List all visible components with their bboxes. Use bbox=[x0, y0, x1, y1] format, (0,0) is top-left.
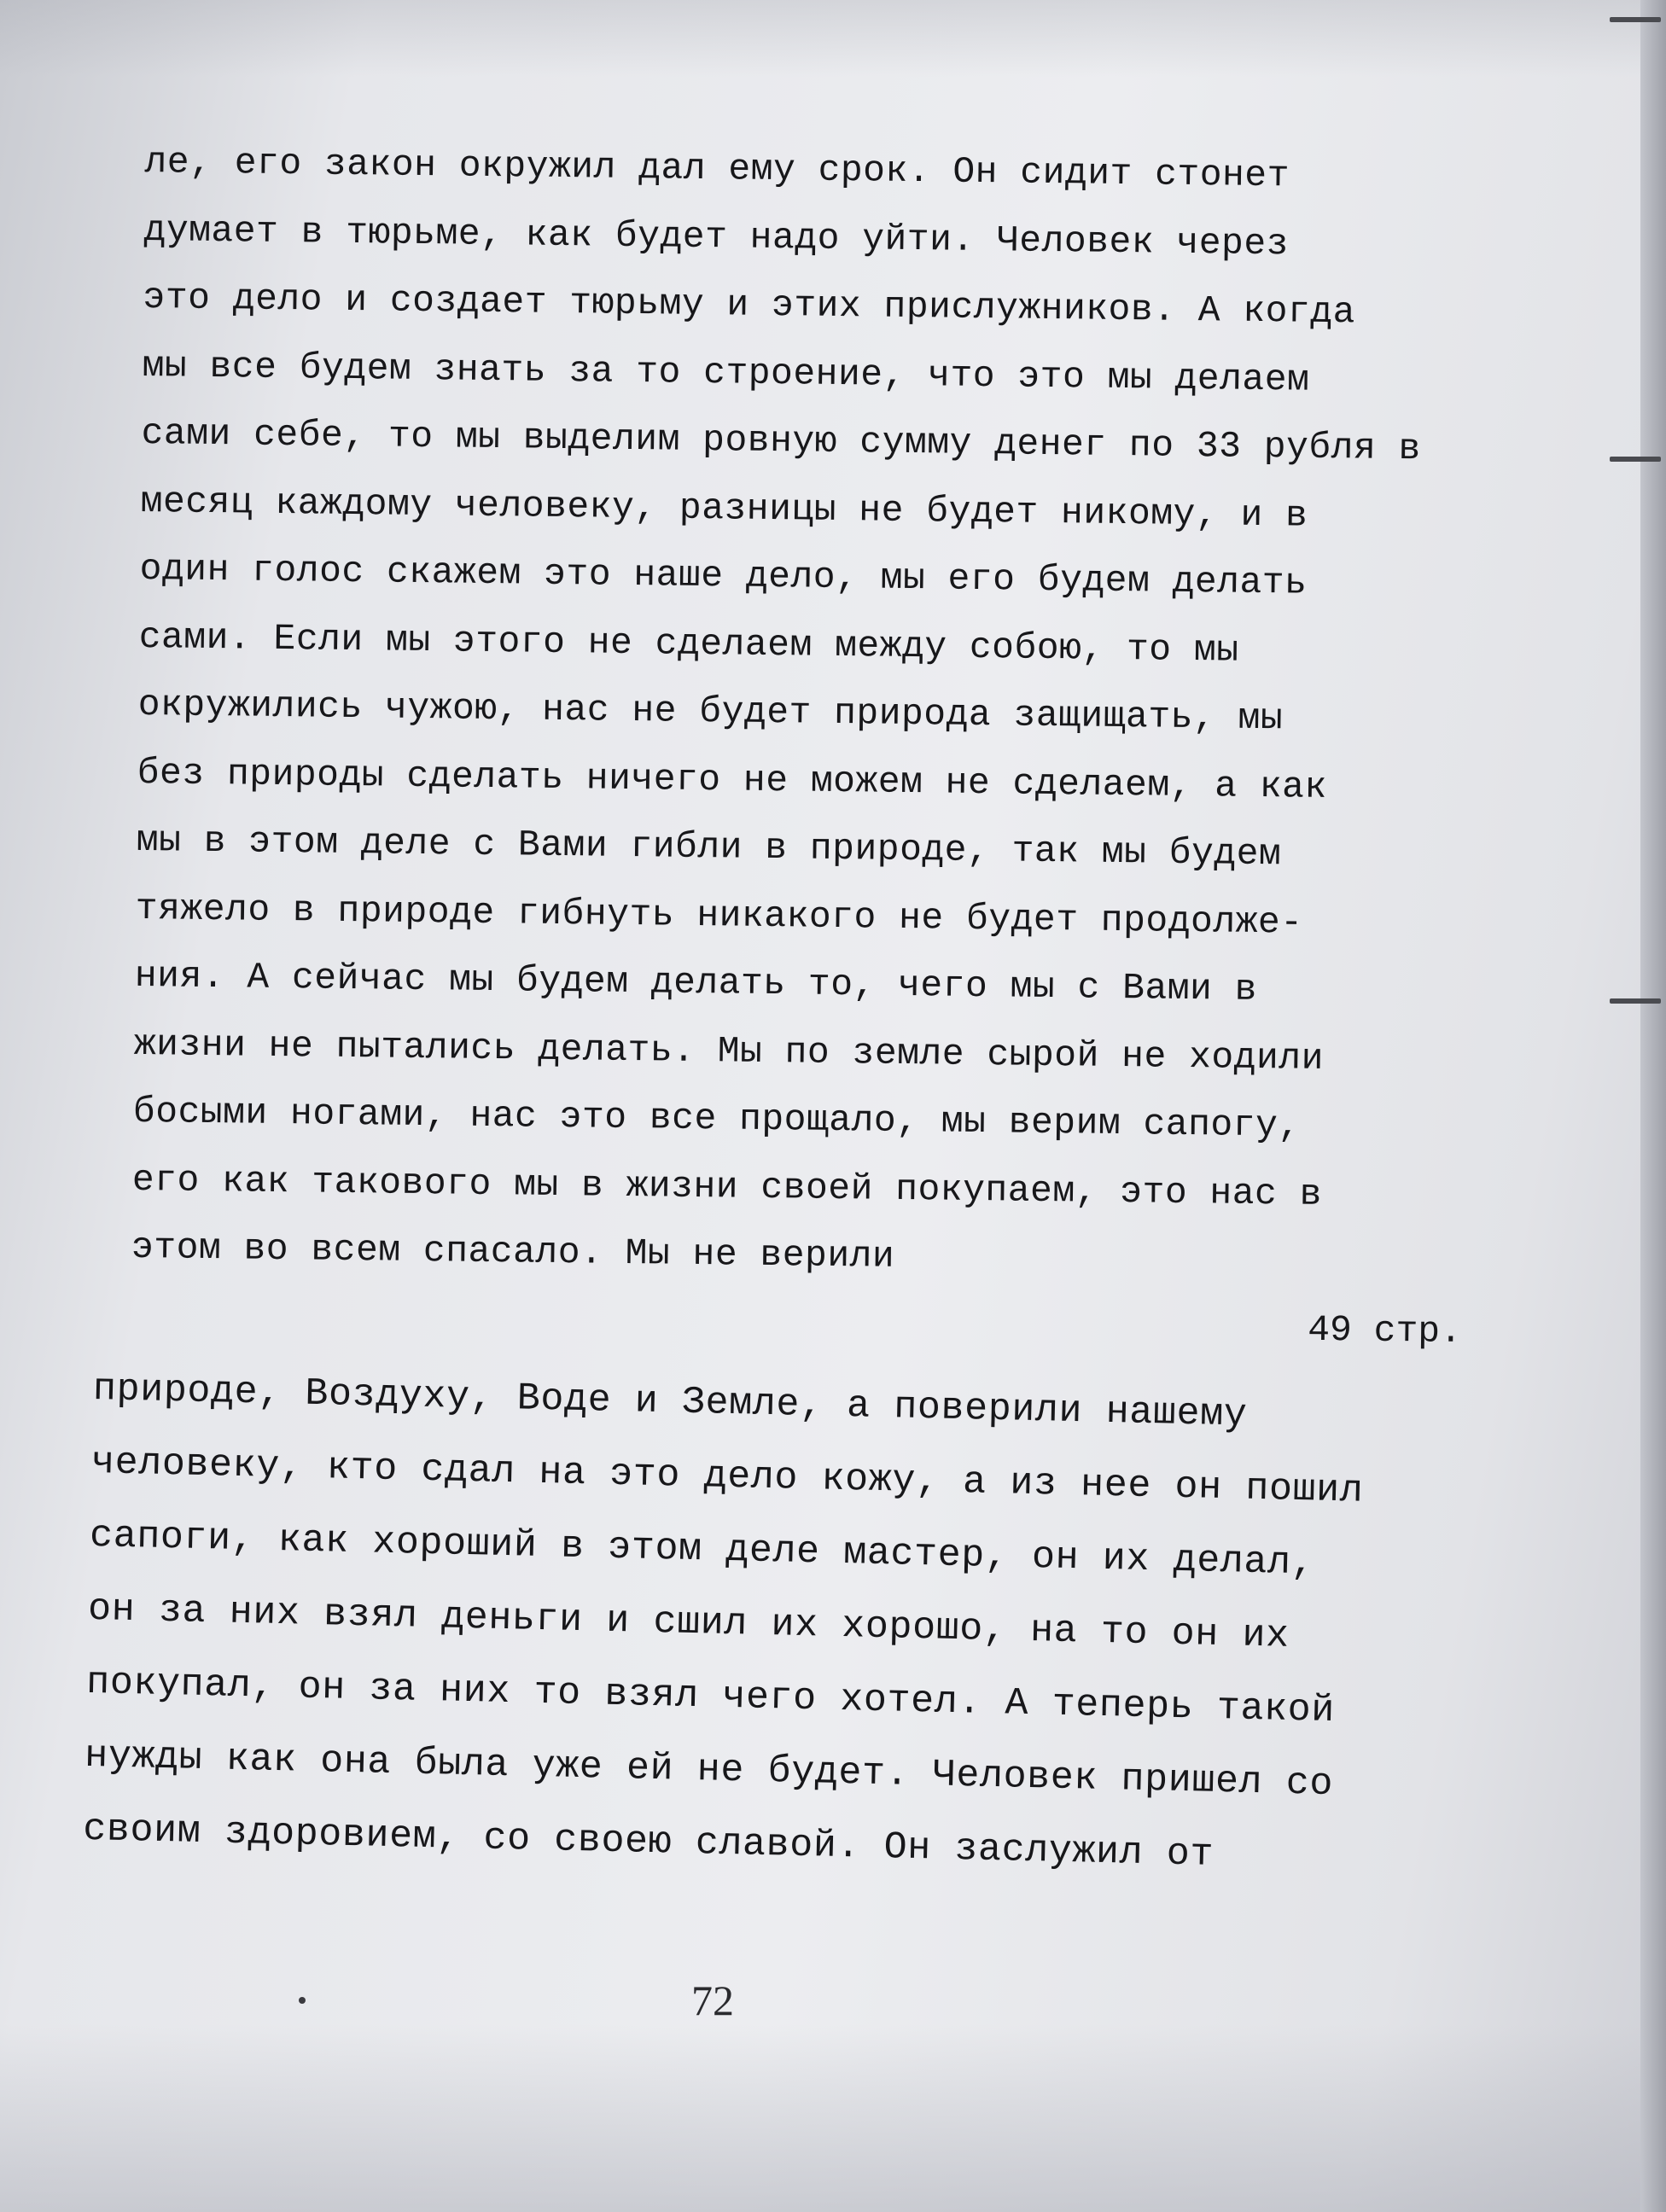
text-line: месяц каждому человеку, разницы не будет никому, и в bbox=[140, 480, 1308, 537]
text-line: ле, его закон окружил дал ему срок. Он сидит стонет bbox=[144, 140, 1290, 197]
text-line: покупал, он за них то взял чего хотел. А теперь такой bbox=[85, 1660, 1336, 1733]
text-line: думает в тюрьме, как будет надо уйти. Человек через bbox=[143, 208, 1290, 265]
text-line: нужды как она была уже ей не будет. Человек пришел со bbox=[84, 1733, 1334, 1807]
text-line: один голос скажем это наше дело, мы его будем делать bbox=[139, 547, 1308, 604]
text-line: этом во всем спасало. Мы не верили bbox=[131, 1225, 895, 1278]
source-page-marker: 49 стр. bbox=[1307, 1308, 1463, 1353]
page-number: 72 bbox=[691, 1976, 734, 2024]
binding-tick bbox=[1610, 17, 1661, 22]
ink-speck bbox=[299, 1997, 306, 2004]
text-line: окружились чужою, нас не будет природа защищать, мы bbox=[137, 683, 1284, 740]
text-line: тяжело в природе гибнуть никакого не будет продолже- bbox=[135, 887, 1303, 944]
page-shadow-top bbox=[0, 0, 1656, 77]
body-text-top bbox=[131, 128, 1502, 1365]
text-line: сапоги, как хороший в этом деле мастер, он их делал, bbox=[89, 1513, 1315, 1586]
text-line: человеку, кто сдал на это дело кожу, а из нее он пошил bbox=[90, 1440, 1364, 1513]
text-line: мы в этом деле с Вами гибли в природе, так мы будем bbox=[136, 818, 1282, 876]
page-edge bbox=[1640, 0, 1666, 2212]
page-shadow-bottom bbox=[0, 2024, 1656, 2212]
binding-tick bbox=[1610, 998, 1661, 1004]
body-text-bottom bbox=[82, 1353, 1493, 1898]
text-line: босыми ногами, нас это все прощало, мы верим сапогу, bbox=[132, 1090, 1301, 1147]
text-line: он за них взял деньги и сшил их хорошо, на то он их bbox=[87, 1586, 1290, 1658]
text-line: своим здоровием, со своею славой. Он заслужил от bbox=[82, 1807, 1215, 1877]
text-line: природе, Воздуху, Воде и Земле, а поверили нашему bbox=[92, 1366, 1248, 1437]
text-line: без природы сделать ничего не можем не сделаем, а как bbox=[137, 751, 1328, 808]
text-line: это дело и создает тюрьму и этих прислужников. А когда bbox=[143, 276, 1356, 334]
text-line: сами. Если мы этого не сделаем между собою, то мы bbox=[138, 615, 1239, 672]
text-line: ния. А сейчас мы будем делать то, чего мы с Вами в bbox=[134, 954, 1258, 1010]
text-line: сами себе, то мы выделим ровную сумму денег по 33 рубля в bbox=[141, 411, 1422, 470]
binding-tick bbox=[1610, 457, 1661, 462]
text-line: его как такового мы в жизни своей покупаем, это нас в bbox=[131, 1158, 1323, 1215]
text-line: мы все будем знать за то строение, что это мы делаем bbox=[142, 344, 1310, 401]
text-line: жизни не пытались делать. Мы по земле сырой не ходили bbox=[133, 1022, 1325, 1080]
